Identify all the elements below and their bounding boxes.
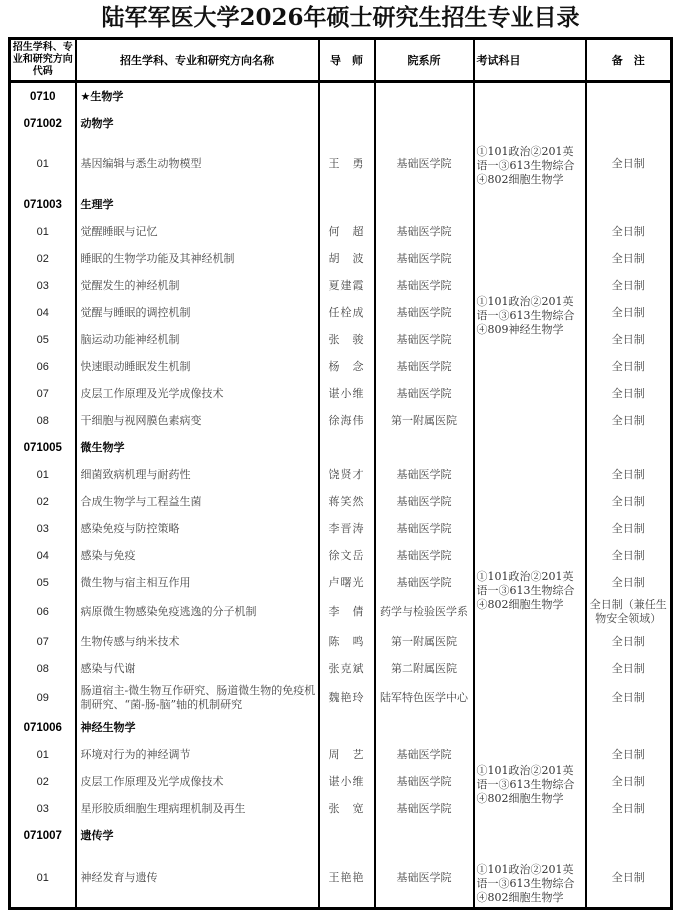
row-name: 睡眠的生物学功能及其神经机制: [76, 245, 319, 272]
row-dept: 第一附属医院: [375, 407, 474, 434]
row-advisor: 饶贤才: [319, 461, 375, 488]
row-code: 06: [10, 596, 76, 628]
row-dept: 陆军特色医学中心: [375, 682, 474, 714]
row-name: 遗传学: [76, 822, 319, 849]
row-code: 05: [10, 326, 76, 353]
row-name: 微生物与宿主相互作用: [76, 569, 319, 596]
row-code: 08: [10, 407, 76, 434]
row-remark: 全日制: [586, 380, 672, 407]
row-dept: 基础医学院: [375, 542, 474, 569]
row-remark: 全日制: [586, 272, 672, 299]
row-dept: 基础医学院: [375, 569, 474, 596]
row-code: 01: [10, 849, 76, 909]
row-name: 脑运动功能神经机制: [76, 326, 319, 353]
row-code: 0710: [10, 82, 76, 111]
row-advisor: 何 超: [319, 218, 375, 245]
exam-subjects: ①101政治②201英语一③613生物综合④809神经生物学: [474, 191, 586, 434]
row-code: 05: [10, 569, 76, 596]
header-advisor: 导 师: [319, 39, 375, 82]
row-dept: 基础医学院: [375, 137, 474, 191]
row-dept: 基础医学院: [375, 380, 474, 407]
row-dept: 基础医学院: [375, 272, 474, 299]
row-code: 01: [10, 461, 76, 488]
header-code: 招生学科、专业和研究方向代码: [10, 39, 76, 82]
row-code: 01: [10, 741, 76, 768]
exam-subjects: ①101政治②201英语一③613生物综合④802细胞生物学: [474, 714, 586, 822]
row-name: 神经发育与遗传: [76, 849, 319, 909]
row-remark: 全日制: [586, 407, 672, 434]
row-code: 071005: [10, 434, 76, 461]
row-advisor: 王 勇: [319, 137, 375, 191]
row-code: 01: [10, 137, 76, 191]
row-remark: 全日制: [586, 353, 672, 380]
row-name: 快速眼动睡眠发生机制: [76, 353, 319, 380]
row-advisor: 任栓成: [319, 299, 375, 326]
row-name: 微生物学: [76, 434, 319, 461]
row-code: 06: [10, 353, 76, 380]
row-code: 03: [10, 795, 76, 822]
row-advisor: 蒋笑然: [319, 488, 375, 515]
row-advisor: 卢曙光: [319, 569, 375, 596]
row-remark: 全日制: [586, 628, 672, 655]
row-code: 02: [10, 245, 76, 272]
row-advisor: 徐文岳: [319, 542, 375, 569]
row-dept: 基础医学院: [375, 795, 474, 822]
row-name: 星形胶质细胞生理病理机制及再生: [76, 795, 319, 822]
row-advisor: 张 骏: [319, 326, 375, 353]
row-advisor: 张克斌: [319, 655, 375, 682]
table-header-row: [10, 39, 672, 82]
row-name: 细菌致病机理与耐药性: [76, 461, 319, 488]
row-code: 07: [10, 380, 76, 407]
row-dept: 基础医学院: [375, 326, 474, 353]
row-remark: 全日制: [586, 741, 672, 768]
row-advisor: 周 艺: [319, 741, 375, 768]
row-name: 感染免疫与防控策略: [76, 515, 319, 542]
row-code: 071006: [10, 714, 76, 741]
row-advisor: 陈 鸣: [319, 628, 375, 655]
row-remark: 全日制: [586, 795, 672, 822]
header-name: 招生学科、专业和研究方向名称: [76, 39, 319, 82]
row-code: 07: [10, 628, 76, 655]
row-name: 病原微生物感染免疫逃逸的分子机制: [76, 596, 319, 628]
page-title: 陆军军医大学2026年硕士研究生招生专业目录: [101, 4, 580, 31]
row-dept: 第二附属医院: [375, 655, 474, 682]
exam-subjects: ①101政治②201英语一③613生物综合④802细胞生物学: [474, 434, 586, 714]
row-name: 基因编辑与悉生动物模型: [76, 137, 319, 191]
row-remark: 全日制: [586, 569, 672, 596]
major-row: [10, 191, 672, 218]
row-code: 08: [10, 655, 76, 682]
row-advisor: 谌小维: [319, 380, 375, 407]
row-name: 皮层工作原理及光学成像技术: [76, 768, 319, 795]
row-dept: 基础医学院: [375, 849, 474, 909]
major-row: [10, 822, 672, 849]
row-name: ★生物学: [76, 82, 319, 111]
row-name: 皮层工作原理及光学成像技术: [76, 380, 319, 407]
row-dept: 基础医学院: [375, 768, 474, 795]
row-advisor: 李晋涛: [319, 515, 375, 542]
row-remark: 全日制: [586, 849, 672, 909]
row-dept: 基础医学院: [375, 299, 474, 326]
header-exam: 考试科目: [474, 39, 586, 82]
row-name: 觉醒与睡眠的调控机制: [76, 299, 319, 326]
row-code: 071003: [10, 191, 76, 218]
row-remark: 全日制: [586, 682, 672, 714]
row-dept: 基础医学院: [375, 353, 474, 380]
row-dept: 基础医学院: [375, 741, 474, 768]
row-name: 肠道宿主-微生物互作研究、肠道微生物的免疫机制研究、“菌-肠-脑”轴的机制研究: [76, 682, 319, 714]
row-remark: 全日制: [586, 137, 672, 191]
row-advisor: 谌小维: [319, 768, 375, 795]
row-advisor: 李 倩: [319, 596, 375, 628]
row-advisor: 胡 波: [319, 245, 375, 272]
row-dept: 基础医学院: [375, 515, 474, 542]
row-code: 02: [10, 488, 76, 515]
row-dept: 基础医学院: [375, 461, 474, 488]
row-dept: 第一附属医院: [375, 628, 474, 655]
major-row: [10, 434, 672, 461]
row-advisor: 魏艳玲: [319, 682, 375, 714]
row-code: 03: [10, 515, 76, 542]
row-name: 动物学: [76, 110, 319, 137]
row-name: 生物传感与纳米技术: [76, 628, 319, 655]
row-name: 环境对行为的神经调节: [76, 741, 319, 768]
row-name: 感染与免疫: [76, 542, 319, 569]
row-code: 071002: [10, 110, 76, 137]
row-remark: 全日制: [586, 299, 672, 326]
row-remark: 全日制: [586, 542, 672, 569]
row-dept: 基础医学院: [375, 218, 474, 245]
row-name: 干细胞与视网膜色素病变: [76, 407, 319, 434]
header-dept: 院系所: [375, 39, 474, 82]
discipline-row: [10, 82, 672, 111]
major-row: [10, 110, 672, 137]
row-code: 01: [10, 218, 76, 245]
major-row: [10, 714, 672, 741]
exam-subjects: ①101政治②201英语一③613生物综合④802细胞生物学: [474, 822, 586, 909]
row-code: 02: [10, 768, 76, 795]
row-remark: 全日制: [586, 326, 672, 353]
row-advisor: 王艳艳: [319, 849, 375, 909]
row-remark: 全日制: [586, 655, 672, 682]
row-code: 071007: [10, 822, 76, 849]
row-remark: 全日制: [586, 218, 672, 245]
row-advisor: 张 宽: [319, 795, 375, 822]
exam-subjects: ①101政治②201英语一③613生物综合④802细胞生物学: [474, 110, 586, 191]
row-name: 觉醒发生的神经机制: [76, 272, 319, 299]
row-dept: 基础医学院: [375, 488, 474, 515]
row-code: 03: [10, 272, 76, 299]
row-name: 生理学: [76, 191, 319, 218]
row-remark: 全日制: [586, 245, 672, 272]
row-dept: 基础医学院: [375, 245, 474, 272]
row-name: 神经生物学: [76, 714, 319, 741]
row-advisor: 徐海伟: [319, 407, 375, 434]
row-name: 觉醒睡眠与记忆: [76, 218, 319, 245]
row-code: 04: [10, 299, 76, 326]
row-name: 合成生物学与工程益生菌: [76, 488, 319, 515]
row-remark: 全日制: [586, 768, 672, 795]
row-advisor: 杨 念: [319, 353, 375, 380]
row-advisor: 夏建霞: [319, 272, 375, 299]
row-code: 09: [10, 682, 76, 714]
row-remark: 全日制: [586, 461, 672, 488]
row-code: 04: [10, 542, 76, 569]
row-remark: 全日制（兼任生物安全领域）: [586, 596, 672, 628]
header-remark: 备 注: [586, 39, 672, 82]
row-remark: 全日制: [586, 515, 672, 542]
row-dept: 药学与检验医学系: [375, 596, 474, 628]
row-name: 感染与代谢: [76, 655, 319, 682]
admissions-catalog-table: [8, 37, 673, 910]
row-remark: 全日制: [586, 488, 672, 515]
